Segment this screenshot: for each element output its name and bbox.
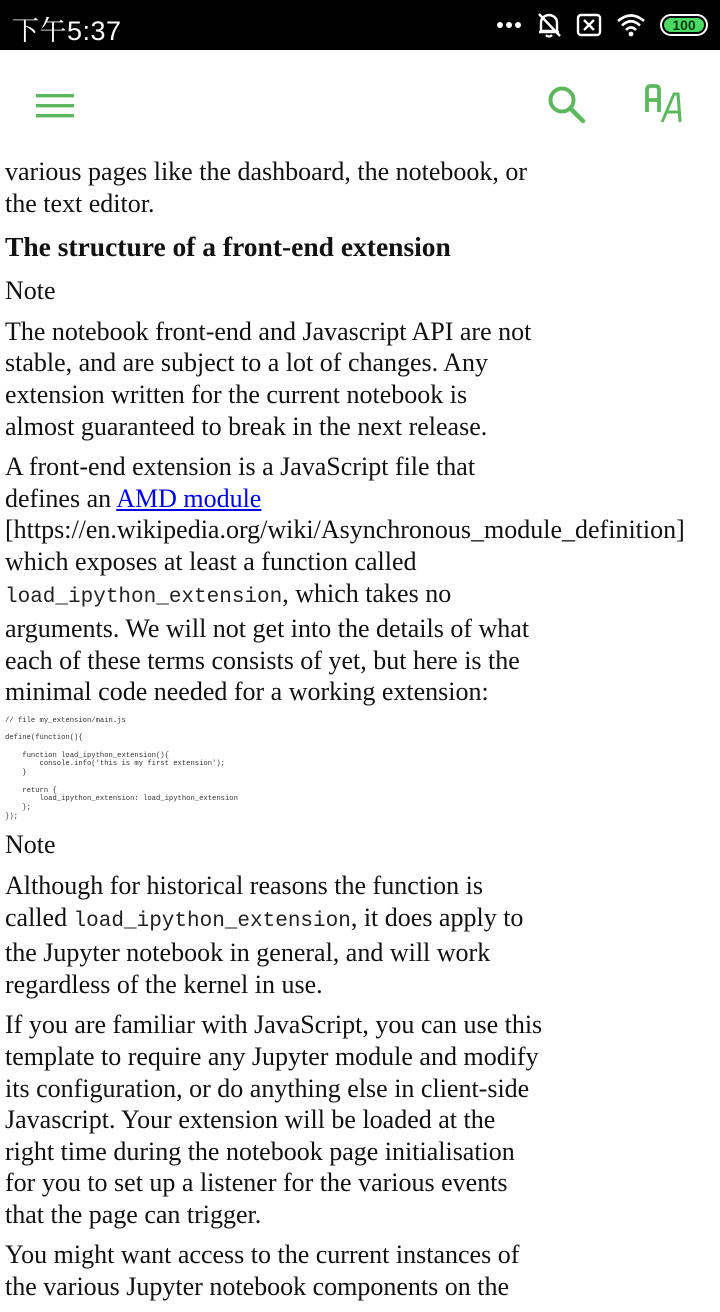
inline-code: load_ipython_extension	[73, 909, 351, 933]
menu-button[interactable]	[30, 80, 82, 128]
text-line: the Jupyter notebook in general, and will work	[5, 938, 491, 968]
code-line: console.info('this is my first extension');	[5, 760, 225, 769]
section-heading: The structure of a front-end extension	[5, 231, 451, 263]
app-toolbar	[0, 50, 720, 158]
note-label: Note	[5, 830, 56, 860]
text-line: , it does apply to	[350, 902, 524, 932]
template-paragraph	[5, 1009, 720, 1230]
sim-off-icon	[576, 13, 602, 37]
text-line: each of these terms consists of yet, but here is the	[5, 645, 520, 675]
text-line: defines an	[5, 483, 117, 513]
code-line: return {	[5, 786, 57, 795]
text-line: , which takes no	[282, 578, 452, 608]
menu-icon	[30, 80, 82, 128]
notifications-off-icon	[536, 11, 562, 39]
text-line: template to require any Jupyter module and modify	[5, 1041, 539, 1071]
code-line: // file my_extension/main.js	[5, 716, 126, 725]
text-line: almost guaranteed to break in the next release.	[5, 411, 488, 441]
status-time: 下午5:37	[12, 16, 122, 46]
text-line: arguments. We will not get into the details of what	[5, 614, 530, 644]
code-line: define(function(){	[5, 734, 83, 743]
battery-icon	[660, 14, 708, 36]
text-line: You might want access to the current instances of	[5, 1240, 520, 1270]
text-line: If you are familiar with JavaScript, you can use this	[5, 1010, 543, 1040]
text-line: stable, and are subject to a lot of changes. Any	[5, 348, 489, 378]
text-line: Javascript. Your extension will be loaded at the	[5, 1105, 496, 1135]
font-size-icon	[638, 80, 690, 132]
link-url: [https://en.wikipedia.org/wiki/Asynchronous_module_definition]	[5, 515, 685, 545]
search-button[interactable]	[542, 80, 594, 132]
text-line: which exposes at least a function called	[5, 546, 417, 576]
text-line: right time during the notebook page initialisation	[5, 1136, 515, 1166]
battery-level: 100	[672, 17, 696, 33]
code-block-image	[5, 717, 720, 821]
amd-module-link[interactable]: AMD module	[116, 483, 262, 513]
text-line: extension written for the current notebook is	[5, 379, 468, 409]
reader-content	[5, 156, 720, 1312]
instances-paragraph	[5, 1239, 720, 1302]
code-line: };	[5, 803, 31, 812]
status-bar	[0, 0, 720, 50]
text-line: A front-end extension is a JavaScript file that	[5, 452, 476, 482]
font-size-button[interactable]	[638, 80, 690, 132]
text-line: Although for historical reasons the function is	[5, 870, 484, 900]
text-line: The notebook front-end and Javascript API are not	[5, 316, 532, 346]
text-line: that the page can trigger.	[5, 1199, 262, 1229]
intro-paragraph	[5, 156, 720, 219]
inline-code: load_ipython_extension	[5, 585, 283, 609]
text-line: the text editor.	[5, 188, 155, 218]
text-line: various pages like the dashboard, the notebook, or	[5, 157, 528, 186]
text-line: the various Jupyter notebook components on the	[5, 1272, 510, 1302]
wifi-icon	[616, 13, 646, 37]
note-paragraph	[5, 870, 720, 1000]
code-line: });	[5, 812, 18, 821]
note-paragraph	[5, 316, 720, 442]
code-line: load_ipython_extension: load_ipython_extension	[5, 795, 238, 804]
code-line: function load_ipython_extension(){	[5, 751, 169, 760]
text-line: minimal code needed for a working extension:	[5, 677, 489, 707]
amd-paragraph	[5, 451, 720, 708]
note-label: Note	[5, 276, 56, 306]
more-dots-icon	[496, 21, 522, 29]
text-line: its configuration, or do anything else in client-side	[5, 1073, 530, 1103]
status-icons	[496, 10, 708, 40]
text-line: for you to set up a listener for the various events	[5, 1168, 508, 1198]
code-line: }	[5, 769, 27, 778]
text-line: called	[5, 902, 74, 932]
text-line: regardless of the kernel in use.	[5, 969, 323, 999]
search-icon	[542, 80, 594, 132]
